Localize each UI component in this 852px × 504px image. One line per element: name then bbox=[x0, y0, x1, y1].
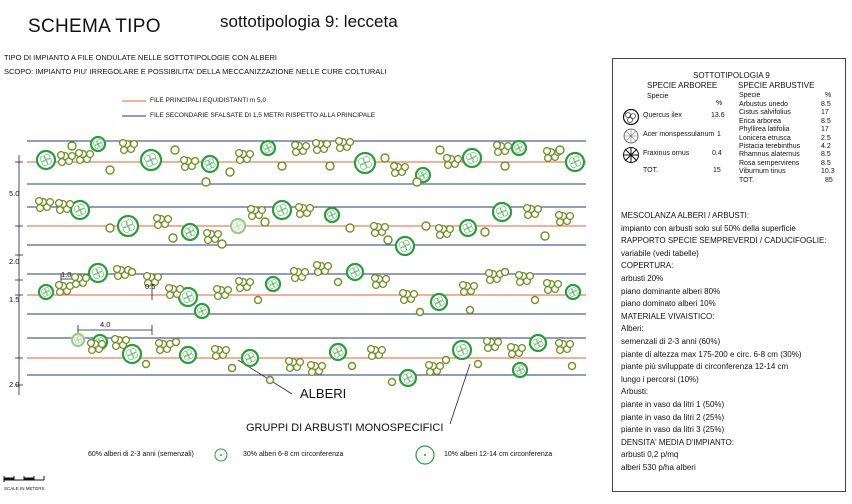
seedling-symbol bbox=[202, 178, 210, 186]
shrub-name: Phyllirea latifolia bbox=[739, 126, 790, 134]
seedling-symbol bbox=[129, 269, 136, 276]
shrub-pct: 8.5 bbox=[821, 117, 831, 125]
seedling-symbol bbox=[278, 162, 286, 170]
shrub-pct: 10.3 bbox=[821, 168, 835, 176]
seedling-symbol bbox=[255, 297, 262, 304]
species-panel bbox=[612, 58, 846, 492]
note-line: piante in vaso da litri 2 (25%) bbox=[621, 412, 725, 422]
arboree-pct-col: % bbox=[716, 100, 723, 107]
row-lines bbox=[27, 141, 586, 375]
seedling-symbol bbox=[267, 377, 274, 384]
shrub-group-symbol bbox=[516, 272, 534, 286]
tree-symbol bbox=[72, 334, 84, 346]
shrub-group-symbol bbox=[400, 290, 418, 304]
shrub-name: Lonicera etrusca bbox=[739, 134, 791, 142]
description-line-1: TIPO DI IMPIANTO A FILE ONDULATE NELLE SOTTOTIPOLOGIE CON ALBERI bbox=[4, 53, 277, 62]
shrub-group-symbol bbox=[58, 152, 76, 166]
shrub-group-symbol bbox=[236, 150, 254, 164]
dimension-label-1-5: 1.5 bbox=[9, 295, 20, 304]
shrub-group-symbol bbox=[436, 225, 454, 239]
shrub-group-symbol bbox=[486, 270, 504, 284]
shrub-pct: 2.5 bbox=[821, 134, 831, 142]
tree-icons bbox=[621, 109, 643, 209]
shrub-group-symbol bbox=[556, 212, 574, 226]
shrub-group-symbol bbox=[156, 340, 174, 354]
tree-symbol bbox=[400, 370, 416, 386]
seedling-symbol bbox=[106, 224, 114, 232]
trees-total-label: TOT. bbox=[643, 167, 659, 174]
shrub-group-symbol bbox=[292, 142, 310, 156]
shrub-group-symbol bbox=[120, 140, 138, 154]
shrub-name: Erica arborea bbox=[739, 117, 782, 125]
shrub-group-symbol bbox=[314, 262, 332, 276]
tree-symbol bbox=[195, 304, 209, 318]
shrub-group-symbol bbox=[214, 286, 232, 300]
tree-symbol bbox=[493, 203, 511, 221]
note-line: arbusti 0,2 p/mq bbox=[621, 450, 679, 460]
arbustive-pct-col: % bbox=[825, 92, 832, 99]
tree-symbol bbox=[242, 350, 258, 366]
tree-symbol bbox=[182, 224, 198, 240]
seedling-symbol bbox=[143, 361, 150, 368]
shrub-name: Rosa sempervirens bbox=[739, 159, 800, 167]
seedling-symbol bbox=[326, 162, 334, 170]
dimension-label-0-5: 0.5 bbox=[145, 282, 156, 291]
shrub-pct: 8.5 bbox=[821, 151, 831, 159]
tree-symbol bbox=[396, 237, 414, 255]
shrub-group-symbol bbox=[76, 150, 94, 164]
note-line: variabile (vedi tabelle) bbox=[621, 248, 699, 258]
shrub-group-symbol bbox=[236, 278, 254, 292]
note-line: piante di altezza max 175-200 e circ. 6-8 cm (30%) bbox=[621, 349, 802, 359]
tree-pct-1: 13.6 bbox=[711, 112, 725, 119]
seedling-symbol bbox=[569, 363, 576, 370]
arboree-specie-col: Specie bbox=[647, 93, 669, 100]
acer-icon bbox=[624, 129, 638, 143]
tree-symbol bbox=[513, 363, 527, 377]
shrub-pct: 8.5 bbox=[821, 159, 831, 167]
seedling-symbol bbox=[335, 279, 342, 286]
note-line: piano dominante alberi 80% bbox=[621, 286, 721, 296]
shrub-group-symbol bbox=[286, 358, 304, 372]
note-line: piante in vaso da litri 1 (50%) bbox=[621, 400, 725, 409]
shrub-group-symbol bbox=[36, 198, 54, 212]
legend-seedlings: 60% alberi di 2-3 anni (semenzali) bbox=[88, 451, 194, 458]
note-line: alberi 530 p/ha alberi bbox=[621, 463, 696, 472]
seedling-symbol bbox=[502, 269, 509, 276]
seedling-symbol bbox=[346, 224, 354, 232]
note-line: impianto con arbusti solo sul 50% della superficie bbox=[621, 223, 796, 233]
tree-name-3: Fraxinus ornus bbox=[643, 150, 690, 157]
note-line: piante in vaso da litri 3 (25%) bbox=[621, 425, 725, 435]
seedling-symbol bbox=[443, 357, 450, 364]
shrub-group-symbol bbox=[336, 138, 354, 152]
tree-pct-3: 0.4 bbox=[712, 150, 722, 157]
dimension-label-5: 5.0 bbox=[9, 189, 20, 198]
tree-symbol bbox=[330, 344, 346, 360]
note-line: piano dominato alberi 10% bbox=[621, 299, 716, 309]
shrub-group-symbol bbox=[372, 275, 390, 289]
tree-name-2: Acer monspessulanum bbox=[643, 131, 715, 138]
seedling-symbol bbox=[413, 178, 421, 186]
note-line: semenzali di 2-3 anni (60%) bbox=[621, 337, 721, 346]
shrub-group-symbol bbox=[248, 206, 266, 220]
tree-name-1: Quercus ilex bbox=[643, 112, 682, 119]
legend-6-8cm: 30% alberi 6-8 cm circonferenza bbox=[243, 451, 344, 458]
seedling-symbol bbox=[349, 363, 356, 370]
plants bbox=[36, 137, 584, 386]
shrub-group-symbol bbox=[556, 340, 574, 354]
shrub-group-symbol bbox=[368, 346, 386, 360]
shrub-group-symbol bbox=[391, 163, 409, 177]
quercus-icon bbox=[624, 110, 639, 125]
tree-symbol bbox=[180, 347, 196, 363]
fraxinus-icon bbox=[623, 147, 639, 163]
shrub-pct: 17 bbox=[821, 109, 829, 117]
description-line-2: SCOPO: IMPIANTO PIU' IRREGOLARE E POSSIBILITA' DELLA MECCANIZZAZIONE NELLE CURE COLTURALI bbox=[4, 67, 387, 76]
tree-symbol bbox=[202, 156, 218, 172]
note-line: Arbusti: bbox=[621, 387, 649, 397]
shrub-name: Rhamnus alaternus bbox=[739, 151, 800, 159]
shrub-group-symbol bbox=[508, 344, 526, 358]
shrub-group-symbol bbox=[88, 340, 106, 354]
dimension-label-1: 1.0 bbox=[61, 270, 72, 279]
seedling-symbol bbox=[501, 162, 509, 170]
note-line: Alberi: bbox=[621, 324, 644, 334]
tree-symbol bbox=[89, 264, 107, 282]
shrub-name: Viburnum tinus bbox=[739, 168, 786, 176]
seedling-symbol bbox=[481, 228, 489, 236]
shrub-group-symbol bbox=[484, 338, 502, 352]
shrub-name: Cistus salvifolius bbox=[739, 109, 791, 117]
shrub-group-symbol bbox=[444, 155, 462, 169]
secondary-lines-label: FILE SECONDARIE SFALSATE DI 1,5 METRI RISPETTO ALLA PRINCIPALE bbox=[150, 112, 376, 119]
note-line: MESCOLANZA ALBERI / ARBUSTI: bbox=[621, 211, 750, 220]
shrub-name: Arbustus unedo bbox=[739, 101, 789, 108]
tree-symbol bbox=[460, 220, 476, 236]
seedling-symbol bbox=[417, 309, 424, 316]
dimension-label-2: 2.0 bbox=[9, 257, 20, 266]
shrub-group-symbol bbox=[313, 140, 331, 154]
seedling-symbol bbox=[389, 379, 396, 386]
tree-symbol bbox=[141, 150, 161, 170]
seedling-symbol bbox=[261, 218, 269, 226]
shrub-group-symbol bbox=[371, 223, 389, 237]
tree-symbol bbox=[231, 219, 245, 233]
legend-12-14cm: 10% alberi 12-14 cm circonferenza bbox=[444, 451, 553, 458]
shrub-group-symbol bbox=[524, 205, 542, 219]
note-line: DENSITA' MEDIA D'IMPIANTO: bbox=[621, 437, 734, 447]
trees-total: 15 bbox=[713, 167, 721, 174]
shrub-group-symbol bbox=[426, 362, 444, 376]
seedling-symbol bbox=[384, 236, 392, 244]
tree-symbol bbox=[355, 153, 375, 173]
seedling-symbol bbox=[556, 146, 564, 154]
tree-symbol bbox=[566, 285, 580, 299]
shrub-group-symbol bbox=[544, 280, 562, 294]
dimension-label-4: 4.0 bbox=[100, 320, 111, 329]
tree-symbol bbox=[261, 141, 275, 155]
shrub-group-symbol bbox=[212, 346, 230, 360]
tree-symbol bbox=[37, 151, 55, 169]
shrub-name: Pistacia terebinthus bbox=[739, 143, 801, 150]
shrub-group-symbol bbox=[460, 282, 478, 296]
note-line: MATERIALE VIVAISTICO: bbox=[621, 311, 715, 321]
seedling-symbol bbox=[422, 222, 430, 230]
tree-symbol bbox=[453, 341, 471, 359]
tree-symbol bbox=[39, 285, 53, 299]
shrub-group-symbol bbox=[308, 362, 326, 376]
seedling-symbol bbox=[171, 146, 179, 154]
seedling-symbol bbox=[229, 365, 236, 372]
shrub-group-symbol bbox=[56, 282, 74, 296]
tree-pct-2: 1 bbox=[717, 131, 721, 138]
arbustive-heading: SPECIE ARBUSTIVE bbox=[738, 81, 815, 90]
shrub-group-symbol bbox=[494, 142, 512, 156]
tree-symbol bbox=[512, 141, 526, 155]
tree-symbol bbox=[118, 216, 138, 236]
page-subtitle: sottotipologia 9: lecceta bbox=[220, 12, 398, 31]
seedling-symbol bbox=[68, 142, 76, 150]
seedling-symbol bbox=[532, 297, 539, 304]
page-title: SCHEMA TIPO bbox=[28, 16, 161, 37]
shrub-pct: 8.5 bbox=[821, 101, 831, 108]
tree-symbol bbox=[431, 294, 447, 310]
shrub-group-symbol bbox=[291, 268, 309, 282]
seedling-symbol bbox=[436, 146, 444, 154]
tree-symbol bbox=[266, 277, 280, 291]
alberi-label: ALBERI bbox=[300, 386, 347, 401]
seedling-symbol bbox=[169, 234, 177, 242]
shrubs-total-label: TOT. bbox=[739, 176, 755, 184]
dimension-label-2b: 2.0 bbox=[9, 380, 20, 389]
tree-symbol bbox=[530, 335, 546, 351]
tree-symbol bbox=[273, 201, 291, 219]
tree-symbol bbox=[347, 264, 363, 280]
arboree-heading: SPECIE ARBOREE bbox=[647, 81, 718, 90]
seedling-symbol bbox=[226, 168, 234, 176]
shrub-group-symbol bbox=[72, 274, 90, 288]
note-line: COPERTURA: bbox=[621, 261, 674, 271]
seedling-symbol bbox=[106, 166, 114, 174]
shrub-pct: 4.2 bbox=[821, 143, 831, 150]
tree-symbol bbox=[463, 149, 481, 167]
gruppi-arbusti-label: GRUPPI DI ARBUSTI MONOSPECIFICI bbox=[246, 422, 444, 434]
scale-label: SCALE IN METERS bbox=[4, 486, 45, 491]
shrubs-total: 85 bbox=[825, 176, 833, 184]
scale-bar bbox=[4, 476, 44, 482]
arbustive-specie-col: Specie bbox=[739, 92, 761, 99]
principal-lines-label: FILE PRINCIPALI EQUIDISTANTI m 5,0 bbox=[150, 97, 267, 104]
shrub-pct: 17 bbox=[821, 126, 829, 134]
shrub-group-symbol bbox=[181, 157, 199, 171]
seedling-symbol bbox=[541, 232, 549, 240]
tree-symbol bbox=[91, 137, 105, 151]
panel-title: SOTTOTIPOLOGIA 9 bbox=[693, 71, 770, 80]
note-line: RAPPORTO SPECIE SEMPREVERDI / CADUCIFOGLIE: bbox=[621, 236, 827, 246]
seedling-symbol bbox=[381, 154, 389, 162]
note-line: arbusti 20% bbox=[621, 274, 664, 283]
note-line: lungo i percorsi (10%) bbox=[621, 374, 699, 384]
seedling-symbol bbox=[173, 339, 180, 346]
seedling-symbol bbox=[218, 240, 226, 248]
note-line: piante più sviluppate di circonferenza 12-14 cm bbox=[621, 362, 789, 372]
tree-symbol bbox=[566, 153, 584, 171]
seedling-symbol bbox=[475, 361, 482, 368]
shrub-group-symbol bbox=[296, 204, 314, 218]
tree-symbol bbox=[325, 208, 339, 222]
seedling-symbol bbox=[467, 307, 474, 314]
